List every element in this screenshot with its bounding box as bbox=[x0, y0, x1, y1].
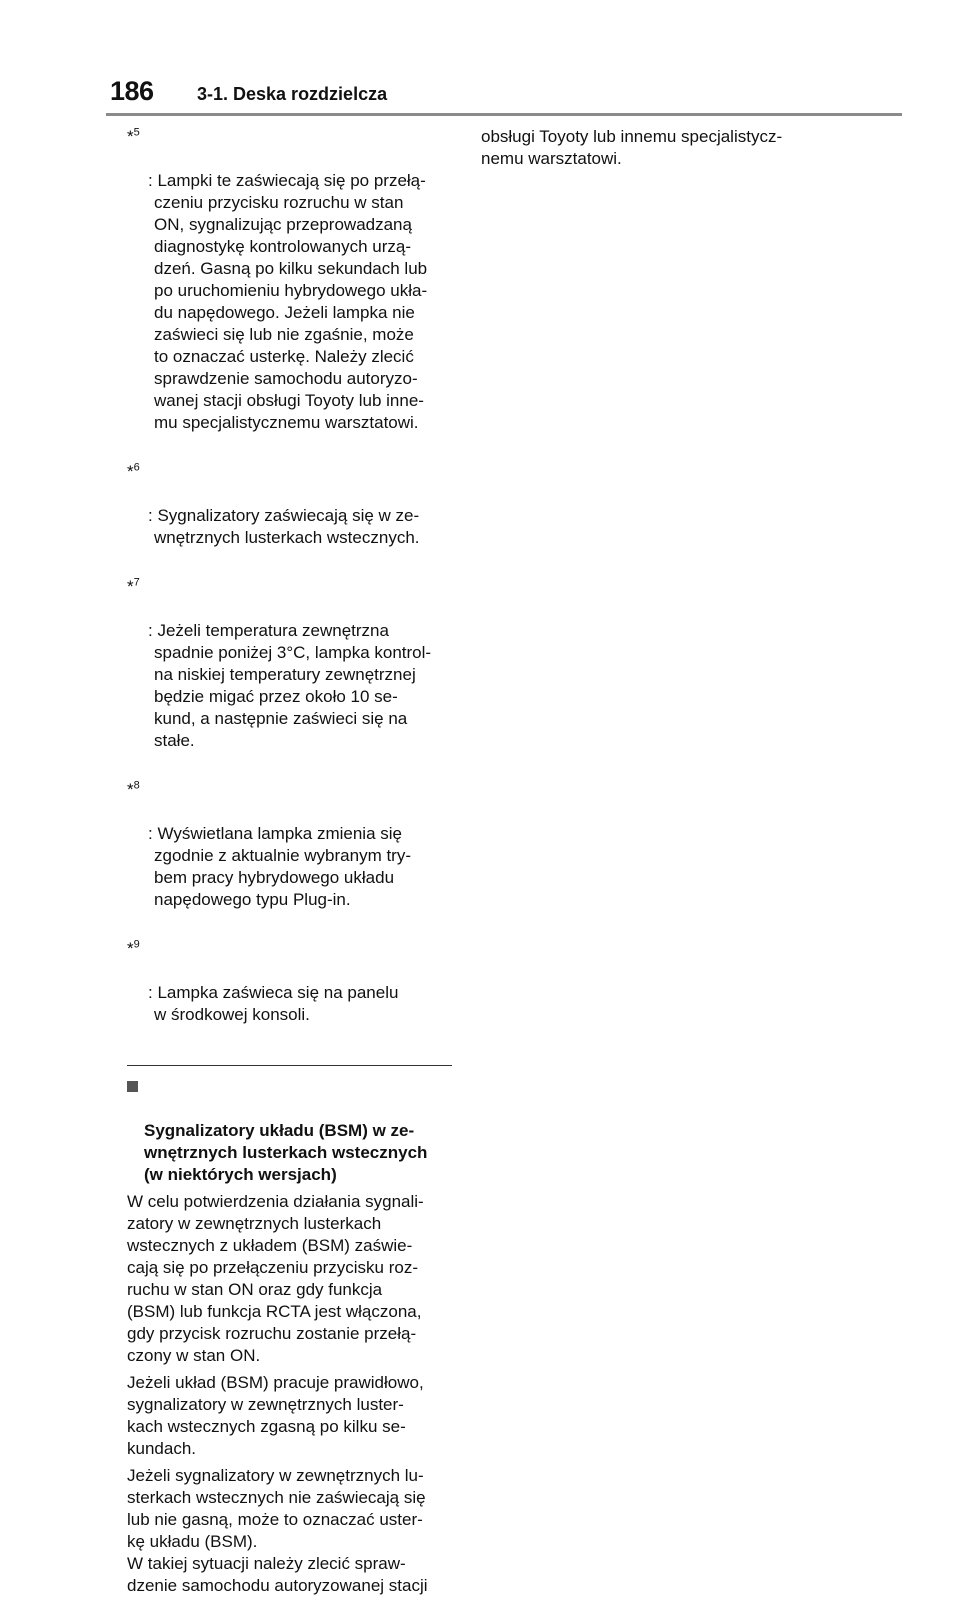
footnote-marker: *$^7$ bbox=[127, 576, 140, 596]
footnote-8 bbox=[127, 779, 452, 933]
footnote-marker: *$^9$ bbox=[127, 938, 140, 958]
section-title: 3-1. Deska rozdzielcza bbox=[197, 84, 388, 104]
footnote-text: : Jeżeli temperatura zewnętrzna spadnie poniżej 3°C, lampka kontrol- na niskiej temperatury zewnętrznej będzie migać przez około 10 se- kund, a następnie zaświeci się na stałe. bbox=[148, 621, 432, 750]
footnote-text: : Lampki te zaświecają się po przełą- czeniu przycisku rozruchu w stan ON, sygnalizując przeprowadzaną diagnostykę kontrolowanych urzą- dzeń. Gasną po kilku sekundach lub po uruchomieniu hybrydowego ukła- du napędowego. Jeżeli lampka nie zaświeci się lub nie zgaśnie, może to oznaczać usterkę. Należy zlecić sprawdzenie samochodu autoryzo- wanej stacji obsługi Toyoty lub inne- mu specjalistycznemu warsztatowi. bbox=[148, 171, 428, 432]
footnote-marker: *$^8$ bbox=[127, 779, 140, 799]
bsm-heading bbox=[127, 1076, 452, 1186]
bsm-paragraph-3: Jeżeli sygnalizatory w zewnętrznych lu- sterkach wstecznych nie zaświecają się lub nie gasną, może to oznaczać uster- kę układu (BSM). W takiej sytuacji należy zlecić spraw- dzenie samochodu autoryzowanej stacji bbox=[127, 1466, 428, 1595]
footnote-9 bbox=[127, 938, 452, 1048]
footnote-marker: *$^5$ bbox=[127, 126, 140, 146]
footnote-text: : Wyświetlana lampka zmienia się zgodnie z aktualnie wybranym try- bem pracy hybrydowego układu napędowego typu Plug-in. bbox=[148, 824, 412, 909]
bsm-heading-text: Sygnalizatory układu (BSM) w ze- wnętrznych lusterkach wstecznych (w niektórych wersjach) bbox=[144, 1121, 428, 1184]
footnote-6 bbox=[127, 461, 452, 571]
left-column bbox=[127, 126, 452, 1602]
right-column bbox=[481, 126, 841, 175]
section-divider bbox=[127, 1065, 452, 1066]
header-rule bbox=[106, 113, 902, 116]
bsm-paragraph-2: Jeżeli układ (BSM) pracuje prawidłowo, sygnalizatory w zewnętrznych luster- kach wstecznych zgasną po kilku se- kundach. bbox=[127, 1373, 424, 1458]
footnote-5 bbox=[127, 126, 452, 456]
square-bullet-icon bbox=[127, 1081, 138, 1092]
footnote-marker: *$^6$ bbox=[127, 461, 140, 481]
footnote-text: : Lampka zaświeca się na panelu w środkowej konsoli. bbox=[148, 983, 399, 1024]
footnote-7 bbox=[127, 576, 452, 774]
footnote-text: : Sygnalizatory zaświecają się w ze- wnętrznych lusterkach wstecznych. bbox=[148, 506, 420, 547]
page-number: 186 bbox=[110, 76, 154, 106]
bsm-paragraph-1: W celu potwierdzenia działania sygnali- zatory w zewnętrznych lusterkach wstecznych z układem (BSM) zaświe- cają się po przełączeniu przycisku roz- ruchu w stan ON oraz gdy funkcja (BSM) lub funkcja RCTA jest włączona, gdy przycisk rozruchu zostanie przełą- czony w stan ON. bbox=[127, 1192, 424, 1365]
bsm-continuation: obsługi Toyoty lub innemu specjalistycz- nemu warsztatowi. bbox=[481, 127, 783, 168]
